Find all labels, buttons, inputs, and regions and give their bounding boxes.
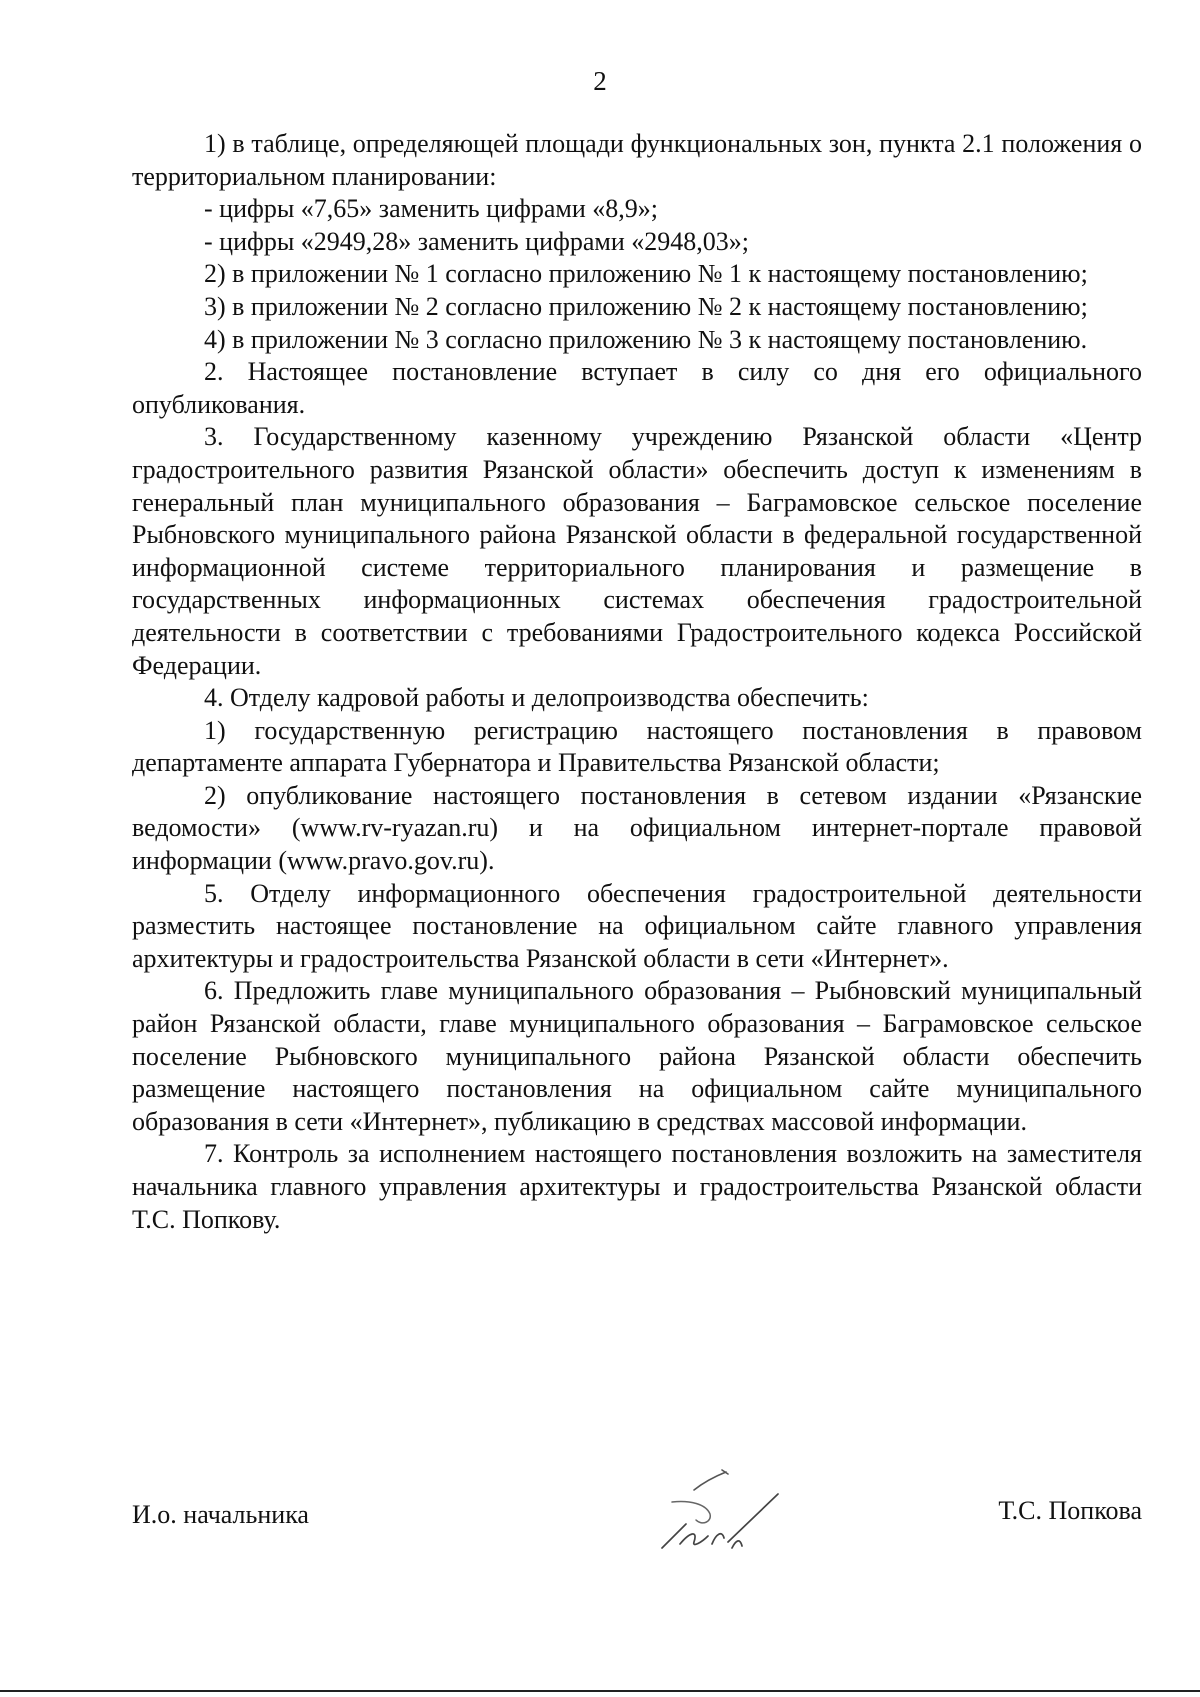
paragraph-clause-3: 3. Государственному казенному учреждению Рязанской области «Центр градостроительного развития Рязанской области» обеспечить доступ к изменениям в генеральный план муниципального образования – Баграмовское сельское поселение Рыбновского муниципального района Рязанской области в федеральной государственной информационной системе территориального планирования и размещение в государственных информационных системах обеспечения градостроительной деятельности в соответствии с требованиями Градостроительного кодекса Российской Федерации. (132, 422, 1142, 680)
page-number: 2 (593, 66, 607, 96)
paragraph-clause-5: 5. Отделу информационного обеспечения градостроительной деятельности разместить настоящее постановление на официальном сайте главного управления архитектуры и градостроительства Рязанской области в сети «Интернет». (132, 878, 1142, 973)
paragraph-clause-4: 4. Отделу кадровой работы и делопроизводства обеспечить: (204, 683, 869, 713)
signature-block (132, 1462, 1142, 1582)
paragraph-clause-7: 7. Контроль за исполнением настоящего постановления возложить на заместителя начальника главного управления архитектуры и градостроительства Рязанской области Т.С. Попкову. (132, 1139, 1142, 1234)
signatory-name: Т.С. Попкова (998, 1496, 1142, 1525)
paragraph-amendment-3: 3) в приложении № 2 согласно приложению № 2 к настоящему постановлению; (204, 291, 1088, 321)
document-body (132, 128, 1142, 1236)
paragraph-figure-replace-2: - цифры «2949,28» заменить цифрами «2948,03»; (204, 226, 749, 256)
paragraph-clause-6: 6. Предложить главе муниципального образования – Рыбновский муниципальный район Рязанской области, главе муниципального образования – Баграмовское сельское поселение Рыбновского муниципального района Рязанской области обеспечить размещение настоящего постановления на официальном сайте муниципального образования в сети «Интернет», публикацию в средствах массовой информации. (132, 976, 1142, 1136)
paragraph-amendment-4: 4) в приложении № 3 согласно приложению № 3 к настоящему постановлению. (204, 324, 1088, 354)
signatory-position: И.о. начальника (132, 1500, 309, 1529)
paragraph-figure-replace-1: - цифры «7,65» заменить цифрами «8,9»; (204, 194, 658, 224)
paragraph-amendment-1: 1) в таблице, определяющей площади функциональных зон, пункта 2.1 положения о территориальном планировании: (132, 129, 1142, 191)
handwritten-signature (632, 1460, 792, 1570)
paragraph-amendment-2: 2) в приложении № 1 согласно приложению № 1 к настоящему постановлению; (204, 259, 1088, 289)
bottom-rule (0, 1690, 1200, 1692)
paragraph-clause-4-item-2: 2) опубликование настоящего постановления в сетевом издании «Рязанские ведомости» (www.rv-ryazan.ru) и на официальном интернет-портале правовой информации (www.pravo.gov.ru). (132, 780, 1142, 876)
paragraph-clause-4-item-1: 1) государственную регистрацию настоящего постановления в правовом департаменте аппарата Губернатора и Правительства Рязанской области; (132, 715, 1142, 778)
paragraph-clause-2: 2. Настоящее постановление вступает в силу со дня его официального опубликования. (132, 357, 1142, 419)
